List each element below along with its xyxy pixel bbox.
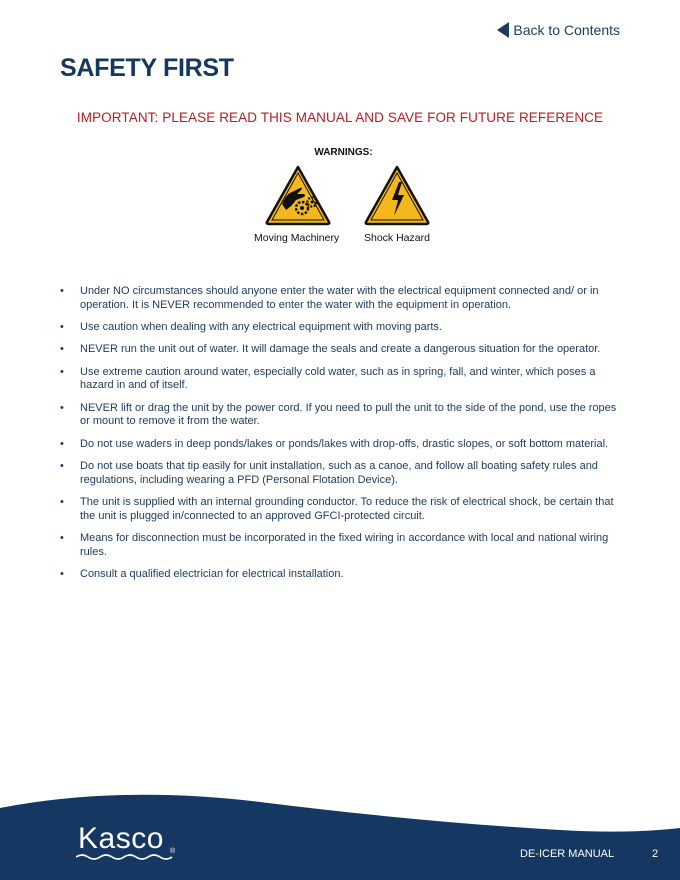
manual-title: DE-ICER MANUAL	[520, 848, 615, 860]
shock-hazard-caption: Shock Hazard	[364, 232, 430, 244]
moving-machinery-caption: Moving Machinery	[254, 232, 340, 244]
bullet-icon: •	[60, 365, 64, 378]
moving-machinery-warning-icon	[264, 164, 332, 226]
bullet-icon: •	[60, 496, 64, 509]
bullet-icon: •	[60, 568, 64, 581]
back-arrow-icon	[497, 22, 509, 38]
safety-bullet-list	[60, 285, 620, 590]
back-to-contents-label: Back to Contents	[513, 22, 620, 38]
shock-hazard-warning-icon	[363, 164, 431, 226]
logo-wave-icon	[76, 853, 174, 861]
bullet-icon: •	[60, 532, 64, 545]
list-item: • NEVER run the unit out of water. It will damage the seals and create a dangerous situation for the operator.	[60, 343, 601, 356]
bullet-icon: •	[60, 460, 64, 473]
bullet-icon: •	[60, 437, 64, 450]
list-item: • Use caution when dealing with any electrical equipment with moving parts.	[60, 320, 442, 333]
bullet-icon: •	[60, 343, 64, 356]
list-item: • The unit is supplied with an internal grounding conductor. To reduce the risk of electrical shock, be certain that the unit is plugged in/connected to an approved GFCI-protected circuit.	[60, 496, 614, 522]
bullet-icon: •	[60, 320, 64, 333]
important-notice: IMPORTANT: PLEASE READ THIS MANUAL AND SAVE FOR FUTURE REFERENCE	[76, 110, 604, 125]
bullet-icon: •	[60, 285, 64, 297]
page-number: 2	[652, 848, 659, 860]
back-to-contents-link[interactable]	[497, 22, 620, 38]
warnings-label: WARNINGS:	[314, 147, 373, 158]
list-item: • NEVER lift or drag the unit by the power cord. If you need to pull the unit to the side of the pond, use the ropes or mount to remove it from the water.	[60, 401, 617, 428]
list-item: • Do not use waders in deep ponds/lakes or ponds/lakes with drop-offs, drastic slopes, or soft bottom material.	[60, 437, 609, 450]
list-item: • Consult a qualified electrician for electrical installation.	[60, 568, 344, 581]
list-item: • Do not use boats that tip easily for unit installation, such as a canoe, and follow all boating safety rules and regulations, including wearing a PFD (Personal Flotation Device).	[60, 460, 598, 486]
list-item: • Use extreme caution around water, especially cold water, such as in spring, fall, and winter, which poses a hazard in and of itself.	[60, 365, 596, 392]
list-item: • Means for disconnection must be incorporated in the fixed wiring in accordance with local and national wiring rules.	[60, 532, 609, 558]
registered-mark: ®	[170, 848, 176, 855]
page-title: SAFETY FIRST	[60, 54, 234, 82]
list-item: • Under NO circumstances should anyone enter the water with the electrical equipment connected and/ or in operation. It is NEVER recommended to enter the water with the equipment in operation.	[60, 285, 599, 311]
bullet-icon: •	[60, 401, 64, 414]
kasco-logo: Kasco	[78, 822, 164, 855]
